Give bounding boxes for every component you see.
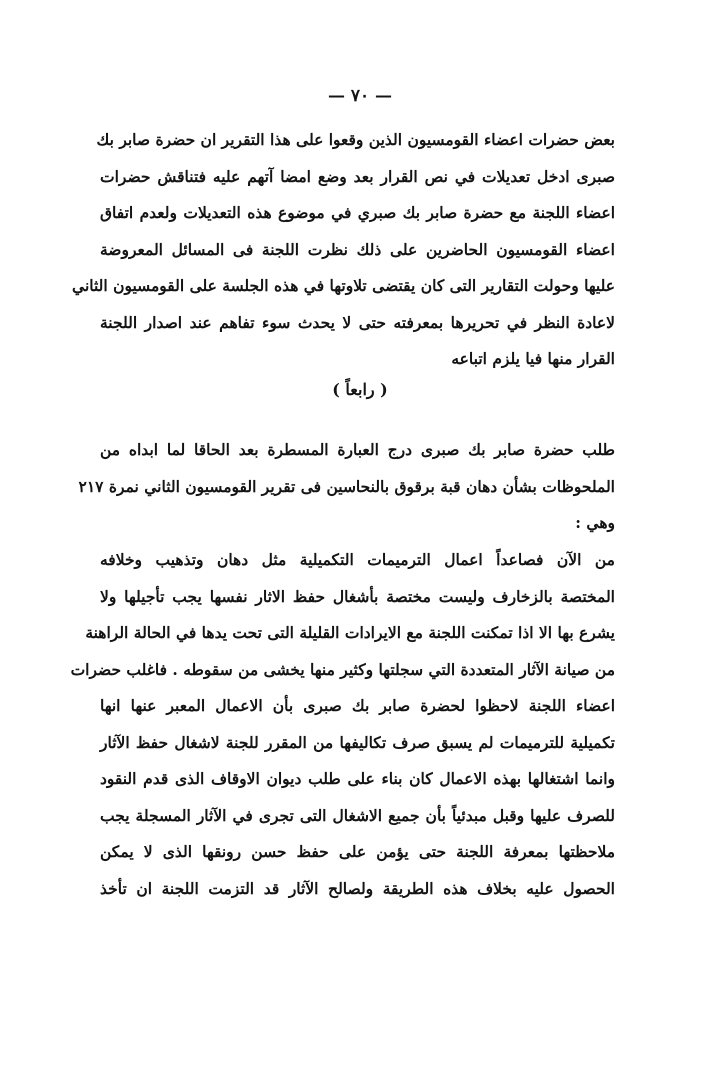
text-line: اعضاء اللجنة لاحظوا لحضرة صابر بك صبرى بأن الاعمال المعبر عنها انها bbox=[100, 696, 615, 715]
text-line: من الآن فصاعداً اعمال الترميمات التكميلية مثل دهان وتذهيب وخلافه bbox=[100, 550, 615, 569]
text-line: ملاحظتها بمعرفة اللجنة حتى يؤمن على حفظ حسن رونقها الذى لا يمكن bbox=[100, 842, 615, 861]
text-line: المختصة بالزخارف وليست مختصة بأشغال حفظ الاثار نفسها يجب تأجيلها ولا bbox=[100, 586, 615, 606]
text-line: اعضاء اللجنة مع حضرة صابر بك صبري في موضوع هذه التعديلات ولعدم اتفاق bbox=[100, 203, 615, 222]
text-line: طلب حضرة صابر بك صبرى درج العبارة المسطرة بعد الحاقا لما ابداه من bbox=[100, 440, 615, 459]
text-line: تكميلية للترميمات لم يسبق صرف تكاليفها من المقرر للجنة لاشغال حفظ الآثار bbox=[100, 732, 615, 752]
page-number: — ٧٠ — bbox=[327, 86, 393, 106]
text-line: الملحوظات بشأن دهان قبة برقوق بالنحاسين فى تقرير القومسيون الثاني نمرة ٢١٧ bbox=[78, 476, 615, 496]
text-line: القرار منها فيا يلزم اتباعه bbox=[451, 349, 615, 368]
text-line: بعض حضرات اعضاء القومسيون الذين وقعوا على هذا التقرير ان حضرة صابر بك bbox=[96, 130, 615, 149]
text-line: وهي : bbox=[575, 513, 615, 532]
paragraph-quoted-statement bbox=[70, 542, 615, 907]
text-line: عليها وحولت التقارير التى كان يقتضى تلاوتها في هذه الجلسة على القومسيون الثاني bbox=[72, 276, 615, 295]
text-line: اعضاء القومسيون الحاضرين على ذلك نظرت اللجنة فى المسائل المعروضة bbox=[100, 239, 615, 259]
section-heading: ( رابعاً ) bbox=[332, 380, 388, 399]
text-line: وانما اشتغالها بهذه الاعمال كان بناء على طلب ديوان الاوقاف الذى قدم النقود bbox=[100, 769, 615, 788]
text-line: صبرى ادخل تعديلات في نص القرار بعد وضع امضا آتهم عليه فتناقش حضرات bbox=[100, 166, 615, 186]
text-line: من صيانة الآثار المتعددة التي سجلتها وكثير منها يخشى من سقوطه . فاغلب حضرات bbox=[70, 659, 615, 679]
text-line: يشرع بها الا اذا تمكنت اللجنة مع الايرادات القليلة التى تحت يدها في الحالة الراهنة bbox=[85, 623, 615, 642]
paragraph-request bbox=[78, 432, 615, 542]
paragraph-committee-amendments bbox=[72, 122, 615, 378]
text-line: للصرف عليها وقبل مبدئياً بأن جميع الاشغال التى تجرى في الآثار المسجلة يجب bbox=[100, 805, 615, 825]
text-line: الحصول عليه بخلاف هذه الطريقة ولصالح الآثار قد التزمت اللجنة ان تأخذ bbox=[100, 878, 615, 898]
text-line: لاعادة النظر في تحريرها بمعرفته حتى لا يحدث سوء تفاهم عند اصدار اللجنة bbox=[100, 312, 615, 332]
